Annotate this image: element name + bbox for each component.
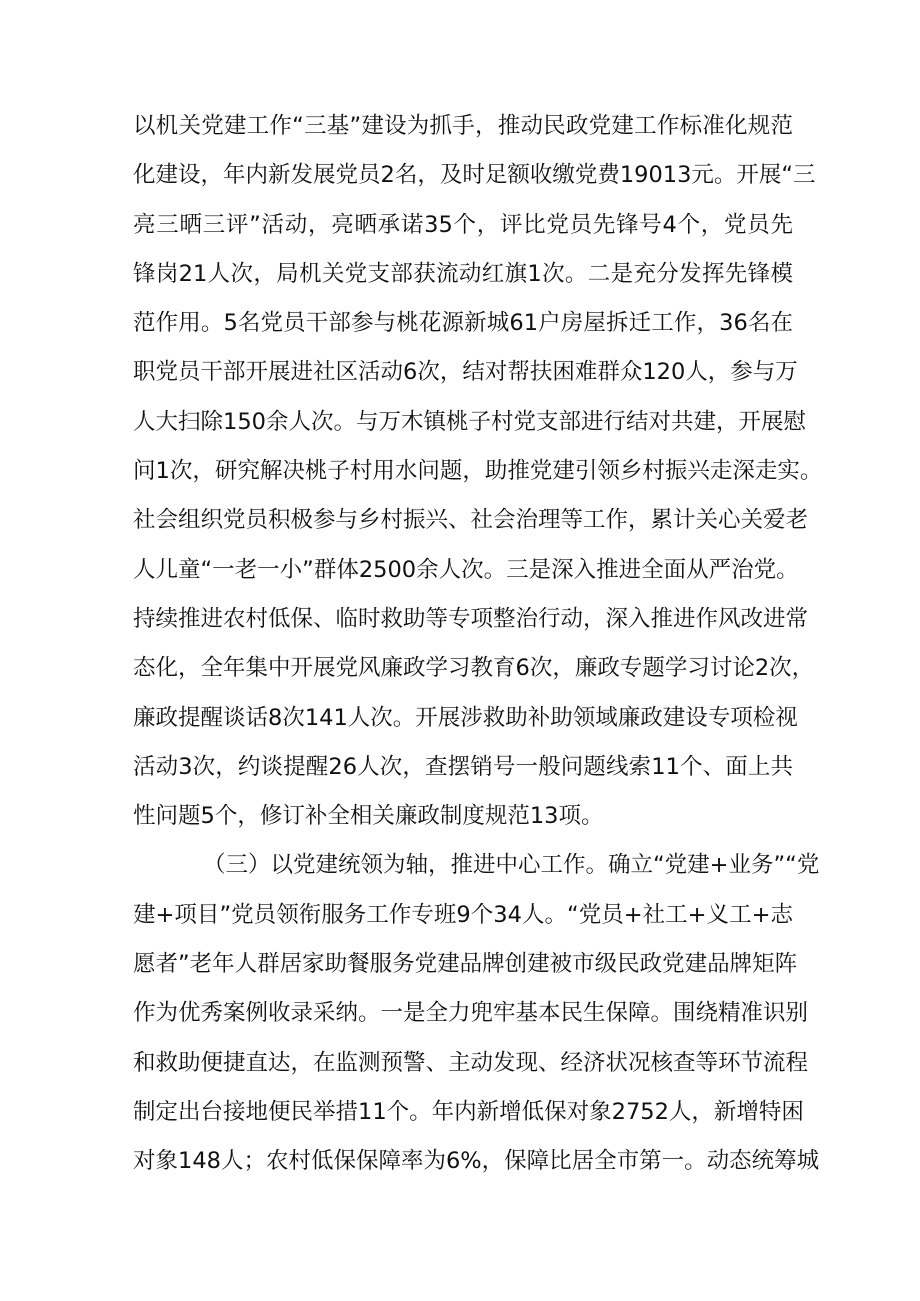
text-line: 对象148人；农村低保保障率为6%，保障比居全市第一。动态统筹城	[133, 1148, 820, 1175]
text-line: 问1次，研究解决桃子村用水问题，助推党建引领乡村振兴走深走实。	[133, 458, 823, 485]
text-line: 持续推进农村低保、临时救助等专项整治行动，深入推进作风改进常	[133, 605, 809, 632]
text-line: 廉政提醒谈话8次141人次。开展涉救助补助领域廉政建设专项检视	[133, 704, 798, 731]
text-line: 范作用。5名党员干部参与桃花源新城61户房屋拆迁工作，36名在	[133, 310, 793, 337]
text-line: 人大扫除150余人次。与万木镇桃子村党支部进行结对共建，开展慰	[133, 408, 806, 435]
text-line: 活动3次，约谈提醒26人次，查摆销号一般问题线索11个、面上共	[133, 753, 793, 780]
text-line: 人儿童“一老一小”群体2500余人次。三是深入推进全面从严治党。	[133, 556, 799, 583]
text-line: 建+项目”党员领衔服务工作专班9个34人。“党员+社工+义工+志	[133, 901, 793, 928]
text-line: 制定出台接地便民举措11个。年内新增低保对象2752人，新增特困	[133, 1098, 804, 1125]
text-line: 化建设，年内新发展党员2名，及时足额收缴党费19013元。开展“三	[133, 162, 816, 189]
paragraph-first-line: （三）以党建统领为轴，推进中心工作。确立“党建+业务”“党	[203, 852, 820, 879]
text-line: 以机关党建工作“三基”建设为抓手，推动民政党建工作标准化规范	[133, 113, 793, 139]
paragraph-last-line: 性问题5个，修订补全相关廉政制度规范13项。	[133, 803, 604, 830]
text-line: 锋岗21人次，局机关党支部获流动红旗1次。二是充分发挥先锋模	[133, 260, 793, 287]
body-text	[133, 102, 823, 1187]
text-line: 愿者”老年人群居家助餐服务党建品牌创建被市级民政党建品牌矩阵	[133, 951, 798, 978]
text-line: 态化，全年集中开展党风廉政学习教育6次，廉政专题学习讨论2次，	[133, 655, 815, 682]
text-line: 职党员干部开展进社区活动6次，结对帮扶困难群众120人，参与万	[133, 359, 798, 386]
text-line: 社会组织党员积极参与乡村振兴、社会治理等工作，累计关心关爱老	[133, 507, 809, 534]
text-line: 作为优秀案例收录采纳。一是全力兜牢基本民生保障。围绕精准识别	[133, 1000, 809, 1027]
text-line: 和救助便捷直达，在监测预警、主动发现、经济状况核查等环节流程	[133, 1049, 809, 1076]
text-line: 亮三晒三评”活动，亮晒承诺35个，评比党员先锋号4个，党员先	[133, 211, 793, 238]
